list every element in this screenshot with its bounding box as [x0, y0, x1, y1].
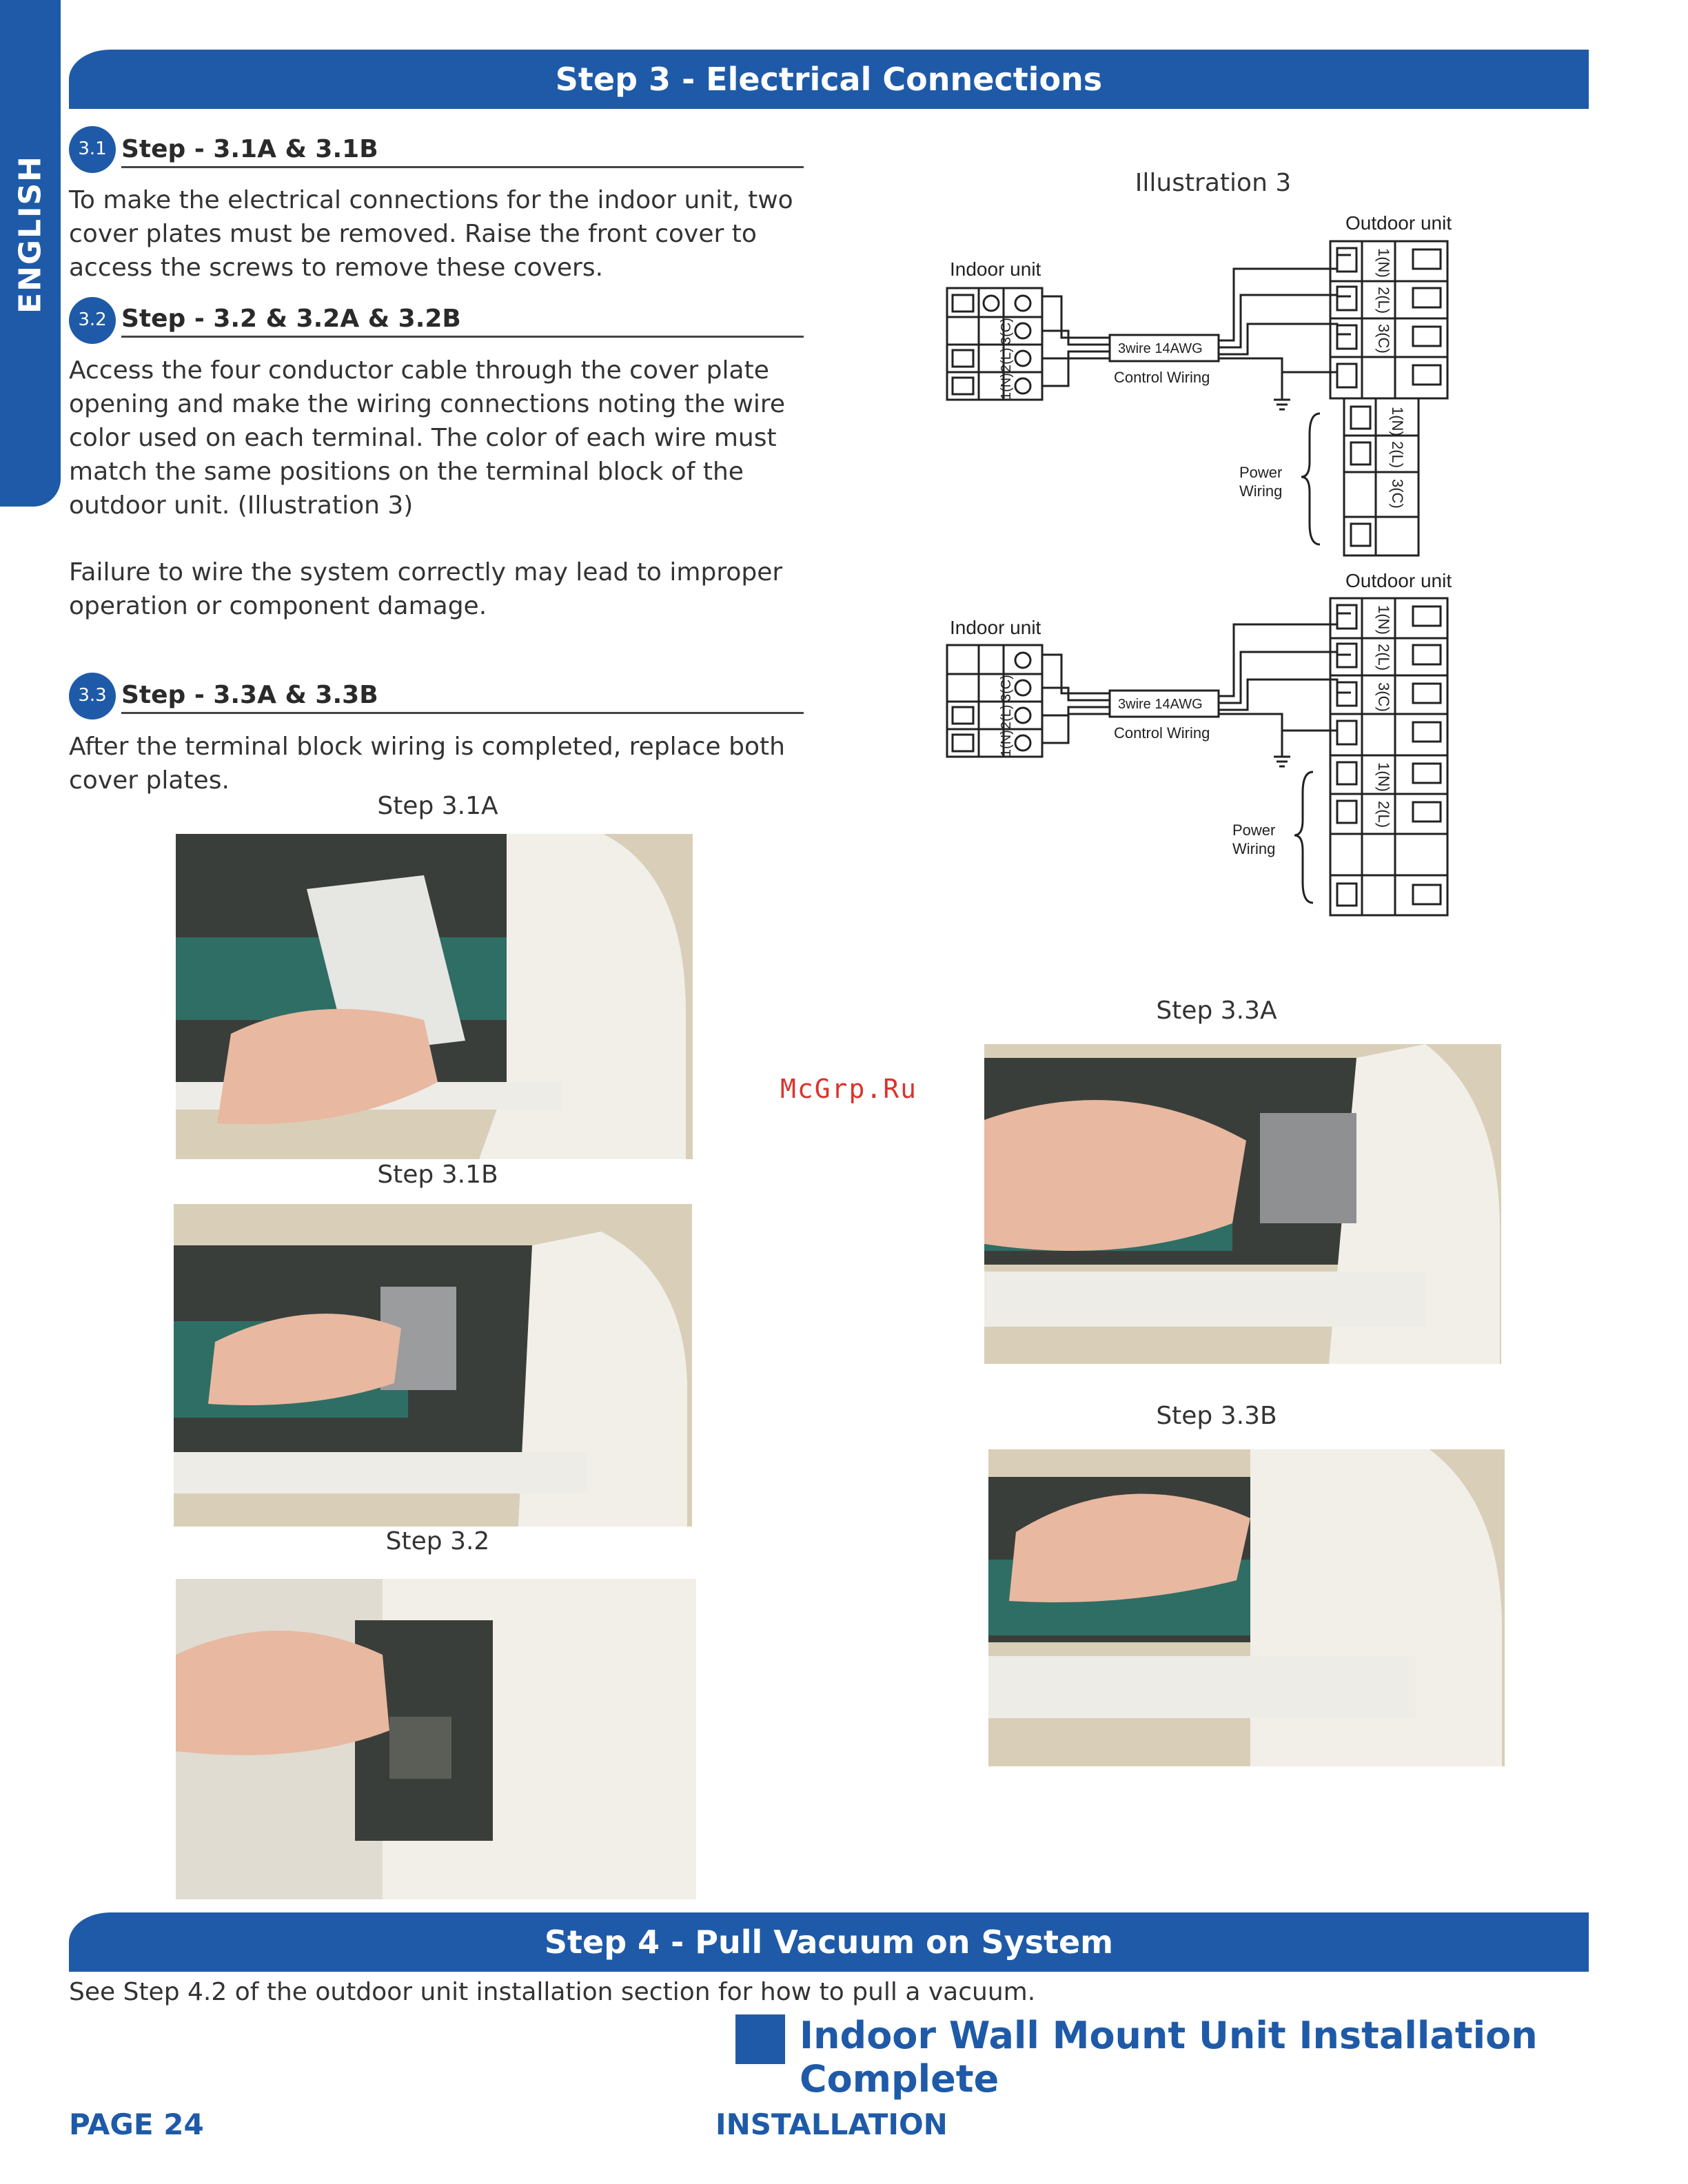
power-wiring-label: Wiring: [1232, 840, 1276, 857]
terminal-label: 2(L): [1375, 644, 1392, 671]
control-wiring-label: Control Wiring: [1114, 724, 1210, 742]
complete-marker: [735, 2014, 785, 2064]
terminal-label: 1(N): [1375, 605, 1392, 635]
terminal-label: 3(C): [1389, 479, 1406, 509]
photo-caption-33b: Step 3.3B: [1156, 1402, 1277, 1430]
terminal-label: 2(L): [1389, 441, 1406, 469]
section-label: INSTALLATION: [715, 2108, 948, 2141]
step33-heading: Step - 3.3A & 3.3B: [121, 681, 804, 714]
terminal-label: 1(N): [1389, 407, 1406, 436]
terminal-label: 2(L): [1375, 287, 1392, 314]
language-tab: [0, 0, 61, 507]
indoor-label: Indoor unit: [950, 258, 1041, 280]
step32-line: outdoor unit. (Illustration 3): [69, 491, 414, 520]
indoor-terminal-label: 1(N): [999, 373, 1014, 400]
step31-heading: Step - 3.1A & 3.1B: [121, 135, 804, 168]
indoor-terminal-label: 3(C): [999, 318, 1014, 345]
photo-step-31b: [174, 1204, 692, 1527]
terminal-label: 3(C): [1375, 682, 1392, 712]
power-wiring-label: Power: [1239, 464, 1283, 481]
illustration-title: Illustration 3: [1135, 169, 1292, 197]
wire-label: 3wire 14AWG: [1118, 341, 1203, 356]
warning-line: operation or component damage.: [69, 592, 487, 620]
outdoor-label: Outdoor unit: [1345, 570, 1452, 591]
step32-warning: [69, 555, 813, 623]
outdoor-label: Outdoor unit: [1345, 212, 1452, 234]
step31-line: access the screws to remove these covers.: [69, 254, 604, 282]
photo-step-33a: [984, 1044, 1501, 1364]
step31-text: [69, 183, 813, 285]
watermark: McGrp.Ru: [780, 1074, 918, 1104]
indoor-label: Indoor unit: [950, 617, 1041, 638]
terminal-label: 1(N): [1375, 248, 1392, 278]
step33-line: cover plates.: [69, 766, 230, 795]
photo-step-31a: [176, 834, 693, 1159]
step33-text: [69, 730, 813, 797]
indoor-terminal-label: 2(L): [999, 347, 1014, 372]
step32-line: Access the four conductor cable through the cover plate: [69, 356, 769, 385]
wire-label: 3wire 14AWG: [1118, 697, 1203, 712]
step32-line: opening and make the wiring connections noting the wire: [69, 390, 786, 418]
power-wiring-label: Power: [1232, 821, 1276, 839]
step32-badge: 3.2: [69, 297, 116, 344]
page-number: PAGE 24: [69, 2108, 204, 2141]
step4-text: See Step 4.2 of the outdoor unit installation section for how to pull a vacuum.: [69, 1978, 1036, 2006]
control-wiring-label: Control Wiring: [1114, 369, 1210, 386]
indoor-terminal-label: 3(C): [999, 675, 1014, 702]
install-complete-heading: Indoor Wall Mount Unit Installation Complete: [800, 2014, 1538, 2101]
step3-banner: Step 3 - Electrical Connections: [69, 50, 1589, 109]
step31-line: cover plates must be removed. Raise the front cover to: [69, 220, 757, 248]
wiring-diagram: [937, 207, 1475, 923]
step32-text: [69, 354, 813, 522]
warning-line: Failure to wire the system correctly may lead to improper: [69, 558, 783, 586]
step31-line: To make the electrical connections for the indoor unit, two: [69, 186, 793, 214]
photo-caption-33a: Step 3.3A: [1156, 997, 1277, 1025]
step33-line: After the terminal block wiring is completed, replace both: [69, 733, 785, 761]
terminal-label: 3(C): [1375, 324, 1392, 354]
step32-heading: Step - 3.2 & 3.2A & 3.2B: [121, 305, 804, 338]
indoor-terminal-label: 1(N): [999, 730, 1014, 757]
terminal-label: 1(N): [1375, 762, 1392, 792]
photo-caption-31b: Step 3.1B: [377, 1161, 498, 1189]
power-wiring-label: Wiring: [1239, 482, 1283, 500]
step33-badge: 3.3: [69, 673, 116, 720]
photo-caption-31a: Step 3.1A: [377, 792, 498, 820]
photo-caption-32: Step 3.2: [385, 1527, 490, 1555]
step31-badge: 3.1: [69, 126, 116, 173]
language-tab-label: ENGLISH: [12, 155, 48, 314]
step4-banner: Step 4 - Pull Vacuum on System: [69, 1912, 1589, 1972]
indoor-terminal-label: 2(L): [999, 704, 1014, 729]
photo-step-33b: [988, 1449, 1505, 1766]
step32-line: match the same positions on the terminal block of the: [69, 458, 744, 486]
terminal-label: 2(L): [1375, 801, 1392, 828]
step32-line: color used on each terminal. The color of each wire must: [69, 424, 777, 452]
photo-step-32: [176, 1579, 696, 1899]
